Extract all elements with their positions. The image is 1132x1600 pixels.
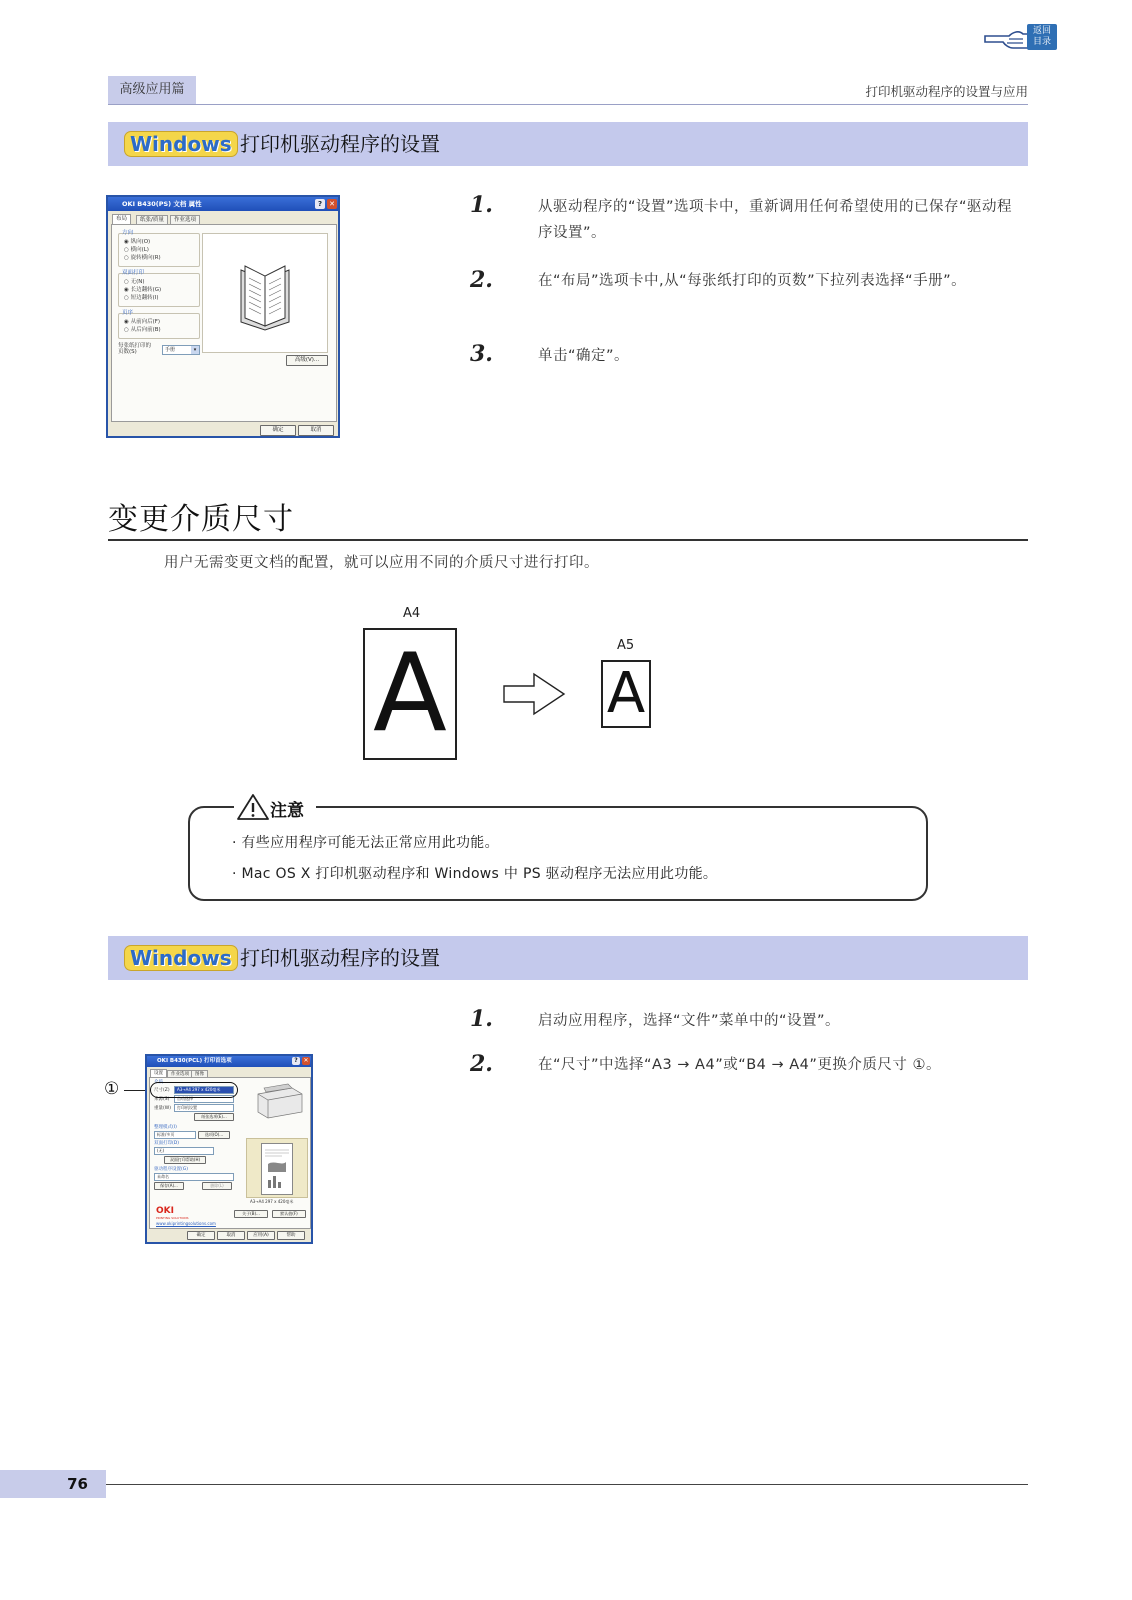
windows-badge: Windows [124, 131, 238, 157]
step-text: 单击“确定”。 [538, 348, 630, 364]
preview-page [261, 1143, 293, 1195]
duplex-label: 双面打印 [122, 270, 145, 276]
radio-short-edge[interactable]: ○ 短边翻转(I) [124, 295, 159, 301]
note-label: 注意 [270, 801, 304, 821]
section-title: 打印机驱动程序的设置 [240, 946, 440, 970]
dialog-layout-properties [106, 195, 340, 438]
pages-per-sheet-label: 每张纸打印的页数(S) [118, 343, 152, 355]
duplex-select[interactable]: (无) [154, 1147, 214, 1155]
media-label: 介质 [154, 1080, 163, 1085]
step-text: 在“尺寸”中选择“A3 → A4”或“B4 → A4”更换介质尺寸 ①。 [538, 1057, 942, 1073]
dialog-titlebar: OKI B430(PS) 文档 属性 ? ✕ [108, 197, 338, 211]
size-label: 尺寸(Z) [154, 1088, 170, 1093]
a4-letter: A [373, 631, 447, 756]
paper-feed-button[interactable]: 纸张选项(E)... [194, 1113, 234, 1121]
a4-label: A4 [403, 606, 421, 621]
close-icon[interactable]: ✕ [303, 1057, 309, 1064]
dialog-titlebar: OKI B430(PCL) 打印首选项 ? ✕ [147, 1056, 311, 1067]
printer-icon [252, 1082, 306, 1122]
warning-icon [236, 793, 270, 821]
options-button[interactable]: 选项(O)... [198, 1131, 230, 1139]
source-select[interactable]: 自动选择 [174, 1095, 234, 1103]
brand-tagline: PRINTING SOLUTIONS [156, 1216, 189, 1220]
duplex-label: 双面打印(D) [154, 1141, 179, 1146]
preview-caption: A3→A4 297 x 420毫米 [250, 1199, 294, 1204]
ok-button[interactable]: 确定 [187, 1231, 215, 1240]
note-item: · Mac OS X 打印机驱动程序和 Windows 中 PS 驱动程序无法应用此功能。 [232, 866, 718, 882]
section-band-2 [108, 936, 1028, 980]
help-button[interactable]: 帮助 [277, 1231, 305, 1240]
apply-button[interactable]: 应用(A) [247, 1231, 275, 1240]
pointing-hand-icon [983, 26, 1031, 52]
ok-button[interactable]: 确定 [260, 425, 296, 436]
printer-image [252, 1082, 306, 1122]
delete-button[interactable]: 删除(L) [202, 1182, 232, 1190]
tab-job-options[interactable]: 作业选项 [167, 1070, 193, 1078]
radio-landscape[interactable]: ○ 横向(L) [124, 247, 149, 253]
default-button[interactable]: 默认值(F) [272, 1210, 306, 1218]
callout-number: ① [104, 1079, 120, 1099]
duplex-help-button[interactable]: 双面打印帮助(H) [164, 1156, 206, 1164]
step-text: 从驱动程序的“设置”选项卡中，重新调用任何希望使用的已保存“驱动程序设置”。 [538, 199, 1013, 241]
return-to-toc-button[interactable] [983, 22, 1089, 54]
step-text: 在“布局”选项卡中,从“每张纸打印的页数”下拉列表选择“手册”。 [538, 273, 967, 289]
step-number: 2. [470, 1051, 493, 1077]
about-button[interactable]: 关于(B)... [234, 1210, 268, 1218]
a5-label: A5 [617, 638, 635, 653]
finish-mode-label: 整理模式(I) [154, 1125, 177, 1130]
step-number: 2. [470, 267, 493, 293]
page-title: 变更介质尺寸 [108, 502, 294, 537]
title-rule [108, 539, 1028, 541]
size-select[interactable]: A3→A4 297 x 420毫米 [174, 1086, 234, 1094]
help-icon[interactable]: ? [315, 199, 325, 209]
driver-settings-label: 驱动程序设置(G) [154, 1167, 188, 1172]
driver-settings-select[interactable]: 未命名 [154, 1173, 234, 1181]
radio-portrait[interactable]: ◉ 纵向(O) [124, 239, 151, 245]
a5-letter: A [606, 661, 646, 726]
orientation-label: 方向 [122, 230, 134, 236]
note-heading [234, 793, 316, 823]
section-band-1 [108, 122, 1028, 166]
step-number: 3. [470, 341, 493, 367]
tab-layout[interactable]: 布局 [112, 214, 131, 224]
advanced-button[interactable]: 高级(V)... [286, 355, 328, 366]
tab-panel [149, 1077, 311, 1229]
preview-panel [246, 1138, 308, 1198]
chapter-title: 打印机驱动程序的设置与应用 [865, 84, 1028, 99]
arrow-right-icon [502, 672, 566, 716]
callout-ellipse [150, 1082, 238, 1098]
source-label: 来源(S) [154, 1097, 170, 1102]
radio-rotated-landscape[interactable]: ○ 旋转横向(R) [124, 255, 161, 261]
tab-job-options[interactable]: 作业选项 [170, 215, 200, 225]
page-number: 76 [0, 1470, 106, 1498]
cancel-button[interactable]: 取消 [298, 425, 334, 436]
radio-front-to-back[interactable]: ◉ 从前向后(F) [124, 319, 161, 325]
weight-label: 重量(W) [154, 1106, 171, 1111]
open-book-icon [203, 234, 327, 352]
page-preview-icon [262, 1144, 292, 1194]
radio-duplex-none[interactable]: ○ 无(N) [124, 279, 145, 285]
oki-website-link[interactable]: www.okiprintingsolutions.com [156, 1221, 216, 1226]
footer-divider [106, 1484, 1028, 1485]
header-divider [108, 104, 1028, 105]
finish-mode-select[interactable]: 标准/多页 [154, 1131, 196, 1139]
close-icon[interactable]: ✕ [327, 199, 337, 209]
radio-long-edge[interactable]: ◉ 长边翻转(G) [124, 287, 162, 293]
tab-setup[interactable]: 设置 [150, 1069, 167, 1077]
pages-per-sheet-select[interactable]: 手册 ▾ [162, 345, 200, 355]
a4-sheet [363, 628, 457, 760]
step-text: 启动应用程序，选择“文件”菜单中的“设置”。 [538, 1013, 841, 1029]
section-tag: 高级应用篇 [108, 76, 196, 104]
weight-select[interactable]: 打印机设置 [174, 1104, 234, 1112]
tab-paper-quality[interactable]: 纸张/质量 [136, 215, 168, 225]
step-number: 1. [470, 192, 493, 218]
page-order-label: 页序 [122, 310, 134, 316]
note-item: · 有些应用程序可能无法正常应用此功能。 [232, 835, 499, 851]
tab-panel [111, 224, 337, 422]
a5-sheet [601, 660, 651, 728]
section-title: 打印机驱动程序的设置 [240, 132, 440, 156]
layout-preview [202, 233, 328, 353]
step-number: 1. [470, 1006, 493, 1032]
tab-image[interactable]: 图像 [191, 1070, 208, 1078]
save-button[interactable]: 保存(A)... [154, 1182, 184, 1190]
help-icon[interactable]: ? [292, 1057, 300, 1065]
cancel-button[interactable]: 取消 [217, 1231, 245, 1240]
windows-badge: Windows [124, 945, 238, 971]
intro-text: 用户无需变更文档的配置，就可以应用不同的介质尺寸进行打印。 [164, 555, 599, 571]
return-button-label: 返回 目录 [1027, 24, 1057, 50]
radio-back-to-front[interactable]: ○ 从后向前(B) [124, 327, 161, 333]
oki-logo: OKI [156, 1206, 174, 1216]
